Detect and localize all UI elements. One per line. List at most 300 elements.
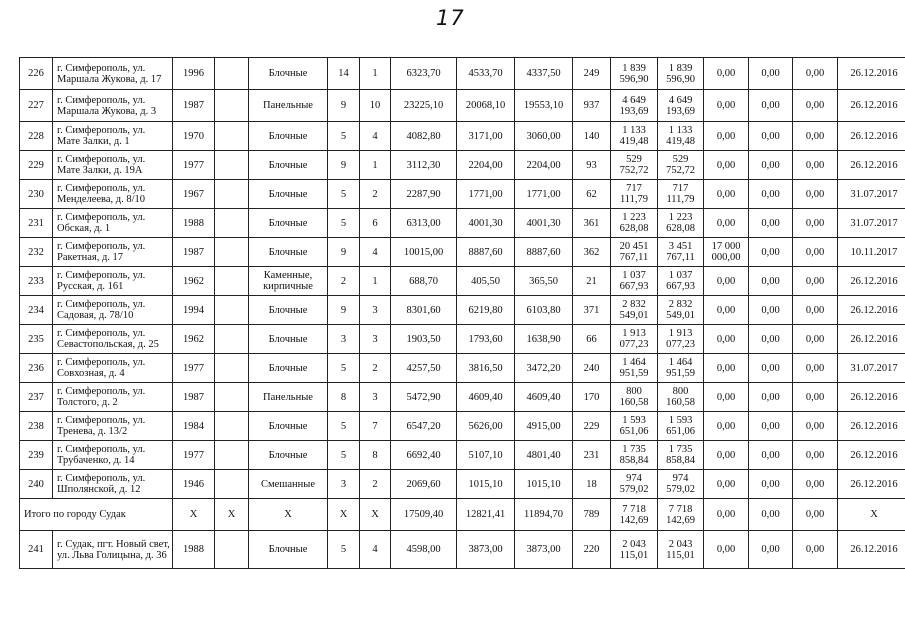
floors-cell: 14 <box>328 58 360 90</box>
floors-cell: 2 <box>328 267 360 296</box>
total-area-cell: 6323,70 <box>391 58 457 90</box>
area-cell: 1771,00 <box>515 180 573 209</box>
entrances-cell: 4 <box>360 122 391 151</box>
date-cell: 26.12.2016 <box>838 296 905 325</box>
floors-cell: 9 <box>328 296 360 325</box>
row-number: 237 <box>20 383 53 412</box>
cost-cell: 2 832 549,01 <box>611 296 658 325</box>
residents-cell: 240 <box>573 354 611 383</box>
total-area-cell: 10015,00 <box>391 238 457 267</box>
year-cell: 1987 <box>173 383 215 412</box>
empty-cell <box>215 441 249 470</box>
total-area-cell: 12821,41 <box>457 499 515 531</box>
table-row <box>20 325 905 354</box>
table-row <box>20 267 905 296</box>
area-cell: 4337,50 <box>515 58 573 90</box>
entrances-cell: 4 <box>360 531 391 569</box>
cost-cell: 1 735 858,84 <box>658 441 704 470</box>
year-cell: 1977 <box>173 441 215 470</box>
empty-cell <box>215 209 249 238</box>
address-cell: г. Симферополь, ул. Совхозная, д. 4 <box>53 354 173 383</box>
cost-cell: 1 133 419,48 <box>611 122 658 151</box>
amount-cell: 0,00 <box>749 383 793 412</box>
entrances-cell: 6 <box>360 209 391 238</box>
floors-cell: 5 <box>328 180 360 209</box>
wall-material-cell: Блочные <box>249 238 328 267</box>
wall-material-cell: Панельные <box>249 90 328 122</box>
amount-cell: 0,00 <box>704 267 749 296</box>
table-row <box>20 238 905 267</box>
row-number: 240 <box>20 470 53 499</box>
amount-cell: 0,00 <box>749 122 793 151</box>
residents-cell: 140 <box>573 122 611 151</box>
cost-cell: 717 111,79 <box>658 180 704 209</box>
year-cell: 1977 <box>173 354 215 383</box>
cost-cell: 1 913 077,23 <box>611 325 658 354</box>
row-number: 228 <box>20 122 53 151</box>
amount-cell: 0,00 <box>793 441 838 470</box>
entrances-cell: 7 <box>360 412 391 441</box>
total-amount-cell: 0,00 <box>793 499 838 531</box>
amount-cell: 0,00 <box>749 325 793 354</box>
floors-cell: 5 <box>328 412 360 441</box>
total-area-cell: 2287,90 <box>391 180 457 209</box>
area-cell: 5107,10 <box>457 441 515 470</box>
year-cell: 1994 <box>173 296 215 325</box>
residents-cell: 93 <box>573 151 611 180</box>
amount-cell: 0,00 <box>704 412 749 441</box>
page-number: 17 <box>436 6 465 30</box>
total-floors-cell: X <box>328 499 360 531</box>
amount-cell: 0,00 <box>704 209 749 238</box>
address-cell: г. Симферополь, ул. Ракетная, д. 17 <box>53 238 173 267</box>
total-area-cell: 8301,60 <box>391 296 457 325</box>
table-row <box>20 531 905 569</box>
area-cell: 4915,00 <box>515 412 573 441</box>
wall-material-cell: Блочные <box>249 325 328 354</box>
cost-cell: 529 752,72 <box>611 151 658 180</box>
entrances-cell: 2 <box>360 470 391 499</box>
empty-cell <box>215 151 249 180</box>
residents-cell: 937 <box>573 90 611 122</box>
row-number: 235 <box>20 325 53 354</box>
total-area-cell: 6547,20 <box>391 412 457 441</box>
wall-material-cell: Смешанные <box>249 470 328 499</box>
year-cell: 1962 <box>173 267 215 296</box>
empty-cell <box>215 383 249 412</box>
total-area-cell: 4598,00 <box>391 531 457 569</box>
year-cell: 1967 <box>173 180 215 209</box>
wall-material-cell: Блочные <box>249 441 328 470</box>
year-cell: 1984 <box>173 412 215 441</box>
cost-cell: 2 043 115,01 <box>658 531 704 569</box>
table-row <box>20 151 905 180</box>
cost-cell: 800 160,58 <box>658 383 704 412</box>
table-row <box>20 412 905 441</box>
entrances-cell: 10 <box>360 90 391 122</box>
date-cell: 26.12.2016 <box>838 122 905 151</box>
total-area-cell: 1903,50 <box>391 325 457 354</box>
area-cell: 3873,00 <box>457 531 515 569</box>
cost-cell: 1 913 077,23 <box>658 325 704 354</box>
cost-cell: 717 111,79 <box>611 180 658 209</box>
amount-cell: 0,00 <box>704 441 749 470</box>
area-cell: 20068,10 <box>457 90 515 122</box>
date-cell: 26.12.2016 <box>838 383 905 412</box>
empty-cell <box>215 238 249 267</box>
area-cell: 19553,10 <box>515 90 573 122</box>
cost-cell: 1 735 858,84 <box>611 441 658 470</box>
amount-cell: 0,00 <box>704 470 749 499</box>
area-cell: 2204,00 <box>515 151 573 180</box>
amount-cell: 0,00 <box>793 325 838 354</box>
row-number: 229 <box>20 151 53 180</box>
cost-cell: 529 752,72 <box>658 151 704 180</box>
total-area-cell: 6692,40 <box>391 441 457 470</box>
total-walls-cell: X <box>249 499 328 531</box>
row-number: 230 <box>20 180 53 209</box>
cost-cell: 1 593 651,06 <box>658 412 704 441</box>
residents-cell: 21 <box>573 267 611 296</box>
area-cell: 3171,00 <box>457 122 515 151</box>
row-number: 236 <box>20 354 53 383</box>
amount-cell: 0,00 <box>793 209 838 238</box>
table-body <box>20 58 905 569</box>
wall-material-cell: Блочные <box>249 412 328 441</box>
wall-material-cell: Блочные <box>249 531 328 569</box>
year-cell: 1946 <box>173 470 215 499</box>
total-date-cell: X <box>838 499 905 531</box>
date-cell: 26.12.2016 <box>838 441 905 470</box>
address-cell: г. Симферополь, ул. Тренева, д. 13/2 <box>53 412 173 441</box>
amount-cell: 0,00 <box>749 531 793 569</box>
total-cost-cell: 7 718 142,69 <box>611 499 658 531</box>
table-row <box>20 90 905 122</box>
table-row <box>20 122 905 151</box>
address-cell: г. Симферополь, ул. Шполянской, д. 12 <box>53 470 173 499</box>
total-area-cell: 5472,90 <box>391 383 457 412</box>
residents-cell: 220 <box>573 531 611 569</box>
area-cell: 4609,40 <box>457 383 515 412</box>
cost-cell: 1 464 951,59 <box>658 354 704 383</box>
residents-cell: 362 <box>573 238 611 267</box>
amount-cell: 0,00 <box>749 412 793 441</box>
wall-material-cell: Блочные <box>249 209 328 238</box>
year-cell: 1987 <box>173 238 215 267</box>
amount-cell: 0,00 <box>749 441 793 470</box>
cost-cell: 800 160,58 <box>611 383 658 412</box>
total-area-cell: 4082,80 <box>391 122 457 151</box>
total-amount-cell: 0,00 <box>749 499 793 531</box>
entrances-cell: 3 <box>360 296 391 325</box>
empty-cell <box>215 412 249 441</box>
area-cell: 8887,60 <box>457 238 515 267</box>
area-cell: 1015,10 <box>515 470 573 499</box>
year-cell: 1988 <box>173 531 215 569</box>
wall-material-cell: Блочные <box>249 122 328 151</box>
floors-cell: 5 <box>328 122 360 151</box>
year-cell: 1987 <box>173 90 215 122</box>
area-cell: 365,50 <box>515 267 573 296</box>
wall-material-cell: Блочные <box>249 58 328 90</box>
entrances-cell: 3 <box>360 383 391 412</box>
floors-cell: 9 <box>328 238 360 267</box>
year-cell: 1988 <box>173 209 215 238</box>
cost-cell: 4 649 193,69 <box>658 90 704 122</box>
area-cell: 1793,60 <box>457 325 515 354</box>
date-cell: 26.12.2016 <box>838 325 905 354</box>
row-number: 239 <box>20 441 53 470</box>
table-row <box>20 354 905 383</box>
amount-cell: 0,00 <box>704 58 749 90</box>
floors-cell: 5 <box>328 354 360 383</box>
total-area-cell: 3112,30 <box>391 151 457 180</box>
row-number: 234 <box>20 296 53 325</box>
amount-cell: 0,00 <box>793 238 838 267</box>
empty-cell <box>215 296 249 325</box>
row-number: 232 <box>20 238 53 267</box>
area-cell: 4001,30 <box>457 209 515 238</box>
empty-cell <box>215 267 249 296</box>
area-cell: 4609,40 <box>515 383 573 412</box>
floors-cell: 5 <box>328 209 360 238</box>
empty-cell <box>215 325 249 354</box>
row-number: 227 <box>20 90 53 122</box>
total-amount-cell: 0,00 <box>704 499 749 531</box>
floors-cell: 9 <box>328 90 360 122</box>
residents-cell: 371 <box>573 296 611 325</box>
floors-cell: 3 <box>328 470 360 499</box>
amount-cell: 0,00 <box>749 267 793 296</box>
cost-cell: 1 839 596,90 <box>658 58 704 90</box>
residents-cell: 62 <box>573 180 611 209</box>
amount-cell: 0,00 <box>704 296 749 325</box>
date-cell: 26.12.2016 <box>838 90 905 122</box>
total-year-cell: X <box>173 499 215 531</box>
total-area-cell: 2069,60 <box>391 470 457 499</box>
area-cell: 5626,00 <box>457 412 515 441</box>
residents-cell: 229 <box>573 412 611 441</box>
area-cell: 6219,80 <box>457 296 515 325</box>
amount-cell: 0,00 <box>793 151 838 180</box>
date-cell: 26.12.2016 <box>838 58 905 90</box>
amount-cell: 0,00 <box>749 209 793 238</box>
amount-cell: 0,00 <box>749 151 793 180</box>
area-cell: 6103,80 <box>515 296 573 325</box>
entrances-cell: 2 <box>360 354 391 383</box>
amount-cell: 0,00 <box>793 470 838 499</box>
address-cell: г. Симферополь, ул. Трубаченко, д. 14 <box>53 441 173 470</box>
entrances-cell: 3 <box>360 325 391 354</box>
housing-register-table <box>19 57 905 569</box>
area-cell: 1015,10 <box>457 470 515 499</box>
amount-cell: 0,00 <box>749 58 793 90</box>
amount-cell: 0,00 <box>793 58 838 90</box>
amount-cell: 0,00 <box>749 354 793 383</box>
date-cell: 26.12.2016 <box>838 531 905 569</box>
entrances-cell: 8 <box>360 441 391 470</box>
table-row <box>20 296 905 325</box>
amount-cell: 0,00 <box>704 383 749 412</box>
total-area-cell: 688,70 <box>391 267 457 296</box>
area-cell: 3816,50 <box>457 354 515 383</box>
amount-cell: 0,00 <box>704 531 749 569</box>
entrances-cell: 1 <box>360 267 391 296</box>
area-cell: 3472,20 <box>515 354 573 383</box>
wall-material-cell: Блочные <box>249 354 328 383</box>
date-cell: 10.11.2017 <box>838 238 905 267</box>
amount-cell: 0,00 <box>704 151 749 180</box>
amount-cell: 0,00 <box>793 354 838 383</box>
year-cell: 1996 <box>173 58 215 90</box>
amount-cell: 0,00 <box>793 412 838 441</box>
date-cell: 31.07.2017 <box>838 209 905 238</box>
total-area-cell: 6313,00 <box>391 209 457 238</box>
empty-cell <box>215 354 249 383</box>
empty-cell <box>215 122 249 151</box>
area-cell: 4801,40 <box>515 441 573 470</box>
cost-cell: 1 593 651,06 <box>611 412 658 441</box>
area-cell: 4001,30 <box>515 209 573 238</box>
table-row <box>20 58 905 90</box>
total-area-cell: 11894,70 <box>515 499 573 531</box>
floors-cell: 3 <box>328 325 360 354</box>
table-row <box>20 209 905 238</box>
cost-cell: 1 037 667,93 <box>658 267 704 296</box>
amount-cell: 0,00 <box>749 296 793 325</box>
area-cell: 4533,70 <box>457 58 515 90</box>
area-cell: 3873,00 <box>515 531 573 569</box>
cost-cell: 4 649 193,69 <box>611 90 658 122</box>
total-residents-cell: 789 <box>573 499 611 531</box>
cost-cell: 20 451 767,11 <box>611 238 658 267</box>
floors-cell: 9 <box>328 151 360 180</box>
empty-cell <box>215 58 249 90</box>
address-cell: г. Симферополь, ул. Маршала Жукова, д. 17 <box>53 58 173 90</box>
amount-cell: 17 000 000,00 <box>704 238 749 267</box>
address-cell: г. Симферополь, ул. Мате Залки, д. 1 <box>53 122 173 151</box>
cost-cell: 1 037 667,93 <box>611 267 658 296</box>
date-cell: 26.12.2016 <box>838 151 905 180</box>
total-cost-cell: 7 718 142,69 <box>658 499 704 531</box>
cost-cell: 974 579,02 <box>611 470 658 499</box>
amount-cell: 0,00 <box>793 296 838 325</box>
row-number: 226 <box>20 58 53 90</box>
area-cell: 3060,00 <box>515 122 573 151</box>
address-cell: г. Симферополь, ул. Менделеева, д. 8/10 <box>53 180 173 209</box>
amount-cell: 0,00 <box>704 180 749 209</box>
total-area-cell: 17509,40 <box>391 499 457 531</box>
residents-cell: 361 <box>573 209 611 238</box>
entrances-cell: 1 <box>360 58 391 90</box>
entrances-cell: 1 <box>360 151 391 180</box>
date-cell: 31.07.2017 <box>838 180 905 209</box>
cost-cell: 1 133 419,48 <box>658 122 704 151</box>
amount-cell: 0,00 <box>793 531 838 569</box>
address-cell: г. Симферополь, ул. Садовая, д. 78/10 <box>53 296 173 325</box>
year-cell: 1962 <box>173 325 215 354</box>
floors-cell: 8 <box>328 383 360 412</box>
entrances-cell: 2 <box>360 180 391 209</box>
total-entrances-cell: X <box>360 499 391 531</box>
row-number: 241 <box>20 531 53 569</box>
amount-cell: 0,00 <box>793 180 838 209</box>
amount-cell: 0,00 <box>749 180 793 209</box>
cost-cell: 1 223 628,08 <box>658 209 704 238</box>
table-row <box>20 470 905 499</box>
total-row <box>20 499 905 531</box>
residents-cell: 18 <box>573 470 611 499</box>
empty-cell <box>215 180 249 209</box>
residents-cell: 231 <box>573 441 611 470</box>
table-row <box>20 383 905 412</box>
amount-cell: 0,00 <box>704 90 749 122</box>
row-number: 231 <box>20 209 53 238</box>
area-cell: 1771,00 <box>457 180 515 209</box>
wall-material-cell: Блочные <box>249 180 328 209</box>
date-cell: 31.07.2017 <box>838 354 905 383</box>
cost-cell: 1 464 951,59 <box>611 354 658 383</box>
row-number: 238 <box>20 412 53 441</box>
cost-cell: 2 832 549,01 <box>658 296 704 325</box>
table-row <box>20 441 905 470</box>
year-cell: 1970 <box>173 122 215 151</box>
cost-cell: 1 839 596,90 <box>611 58 658 90</box>
entrances-cell: 4 <box>360 238 391 267</box>
address-cell: г. Симферополь, ул. Севастопольская, д. 25 <box>53 325 173 354</box>
residents-cell: 170 <box>573 383 611 412</box>
address-cell: г. Судак, пгт. Новый свет, ул. Льва Голицына, д. 36 <box>53 531 173 569</box>
total-label: Итого по городу Судак <box>20 499 173 531</box>
empty-cell <box>215 531 249 569</box>
amount-cell: 0,00 <box>793 122 838 151</box>
amount-cell: 0,00 <box>793 267 838 296</box>
area-cell: 1638,90 <box>515 325 573 354</box>
cost-cell: 2 043 115,01 <box>611 531 658 569</box>
total-x-cell: X <box>215 499 249 531</box>
date-cell: 26.12.2016 <box>838 470 905 499</box>
amount-cell: 0,00 <box>704 122 749 151</box>
amount-cell: 0,00 <box>793 90 838 122</box>
area-cell: 8887,60 <box>515 238 573 267</box>
floors-cell: 5 <box>328 531 360 569</box>
amount-cell: 0,00 <box>749 238 793 267</box>
total-area-cell: 23225,10 <box>391 90 457 122</box>
area-cell: 405,50 <box>457 267 515 296</box>
address-cell: г. Симферополь, ул. Толстого, д. 2 <box>53 383 173 412</box>
amount-cell: 0,00 <box>749 90 793 122</box>
amount-cell: 0,00 <box>793 383 838 412</box>
area-cell: 2204,00 <box>457 151 515 180</box>
table-row <box>20 180 905 209</box>
address-cell: г. Симферополь, ул. Маршала Жукова, д. 3 <box>53 90 173 122</box>
wall-material-cell: Блочные <box>249 151 328 180</box>
amount-cell: 0,00 <box>704 354 749 383</box>
date-cell: 26.12.2016 <box>838 412 905 441</box>
amount-cell: 0,00 <box>749 470 793 499</box>
total-area-cell: 4257,50 <box>391 354 457 383</box>
wall-material-cell: Каменные, кирпичные <box>249 267 328 296</box>
year-cell: 1977 <box>173 151 215 180</box>
empty-cell <box>215 470 249 499</box>
amount-cell: 0,00 <box>704 325 749 354</box>
address-cell: г. Симферополь, ул. Русская, д. 161 <box>53 267 173 296</box>
cost-cell: 3 451 767,11 <box>658 238 704 267</box>
date-cell: 26.12.2016 <box>838 267 905 296</box>
wall-material-cell: Блочные <box>249 296 328 325</box>
address-cell: г. Симферополь, ул. Обская, д. 1 <box>53 209 173 238</box>
cost-cell: 974 579,02 <box>658 470 704 499</box>
